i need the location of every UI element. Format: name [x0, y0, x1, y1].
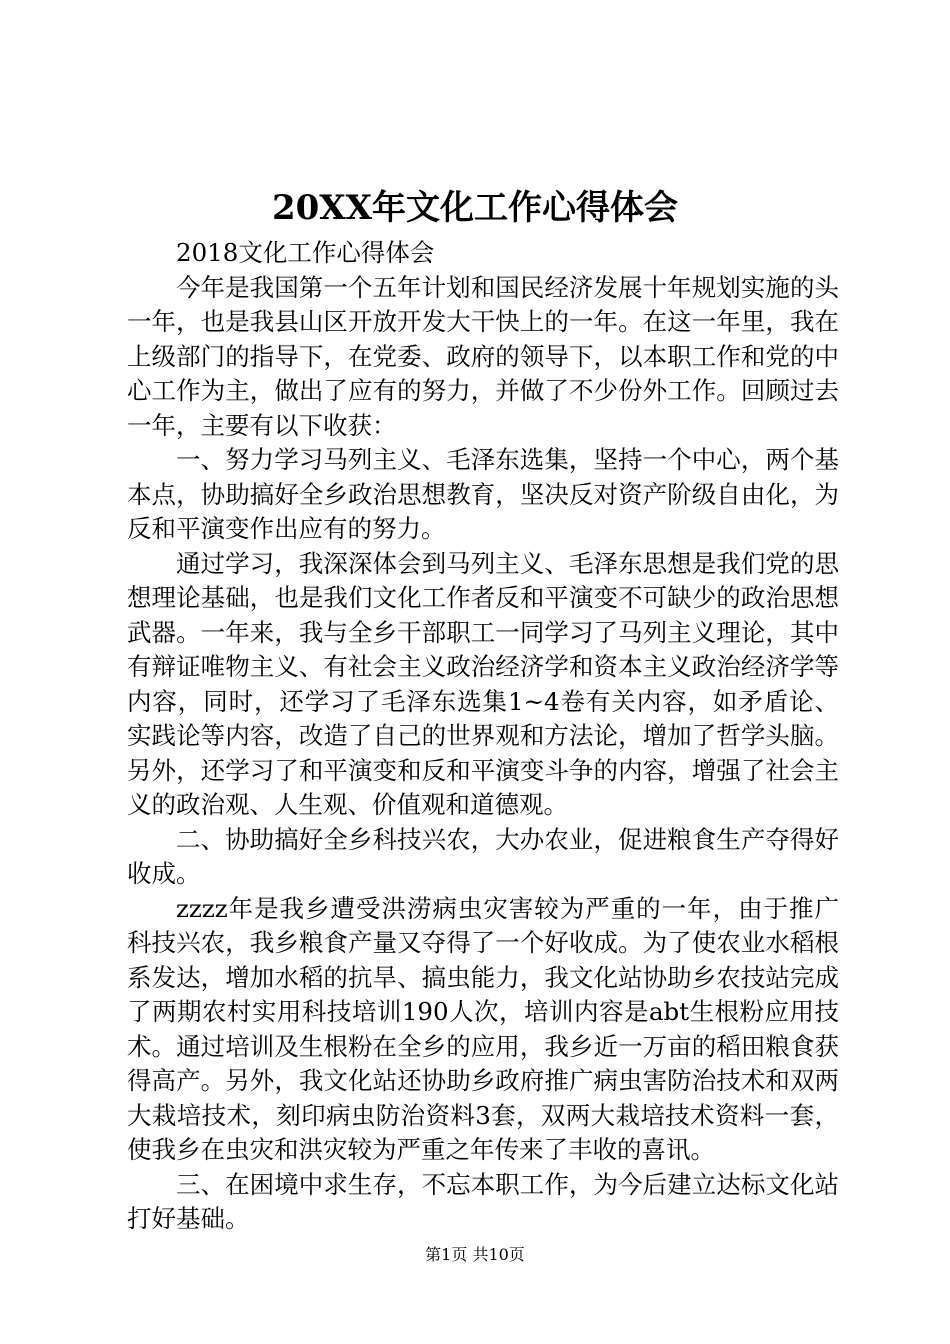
body-paragraph: 今年是我国第一个五年计划和国民经济发展十年规划实施的头一年，也是我县山区开放开发大干快上的一年。在这一年里，我在上级部门的指导下，在党委、政府的领导下，以本职工作和党的中心工作为主，做出了应有的努力，并做了不少份外工作。回顾过去一年，主要有以下收获： [127, 272, 839, 440]
body-paragraph: 一、努力学习马列主义、毛泽东选集，坚持一个中心，两个基本点，协助搞好全乡政治思想教育，坚决反对资产阶级自由化，为反和平演变作出应有的努力。 [127, 445, 839, 543]
page-footer: 第1页 共10页 [425, 1245, 525, 1264]
document-title: 20XX年文化工作心得体会 [271, 188, 679, 228]
body-paragraph: 二、协助搞好全乡科技兴农，大办农业，促进粮食生产夺得好收成。 [127, 824, 839, 888]
body-paragraph: zzzz年是我乡遭受洪涝病虫灾害较为严重的一年，由于推广科技兴农，我乡粮食产量又夺得了一个好收成。为了使农业水稻根系发达，增加水稻的抗旱、搞虫能力，我文化站协助乡农技站完成了两期农村实用科技培训190人次，培训内容是abt生根粉应用技术。通过培训及生根粉在全乡的应用，我乡近一万亩的稻田粮食获得高产。另外，我文化站还协助乡政府推广病虫害防治技术和双两大栽培技术，刻印病虫防治资料3套，双两大栽培技术资料一套，使我乡在虫灾和洪灾较为严重之年传来了丰收的喜讯。 [127, 893, 839, 1164]
subtitle-paragraph: 2018文化工作心得体会 [176, 238, 435, 267]
body-paragraph: 三、在困境中求生存，不忘本职工作，为今后建立达标文化站打好基础。 [127, 1169, 839, 1233]
body-paragraph: 通过学习，我深深体会到马列主义、毛泽东思想是我们党的思想理论基础，也是我们文化工作者反和平演变不可缺少的政治思想武器。一年来，我与全乡干部职工一同学习了马列主义理论，其中有辩证唯物主义、有社会主义政治经济学和资本主义政治经济学等内容，同时，还学习了毛泽东选集1~4卷有关内容，如矛盾论、实践论等内容，改造了自己的世界观和方法论，增加了哲学头脑。另外，还学习了和平演变和反和平演变斗争的内容，增强了社会主义的政治观、人生观、价值观和道德观。 [127, 548, 839, 819]
document-body [127, 236, 839, 1237]
